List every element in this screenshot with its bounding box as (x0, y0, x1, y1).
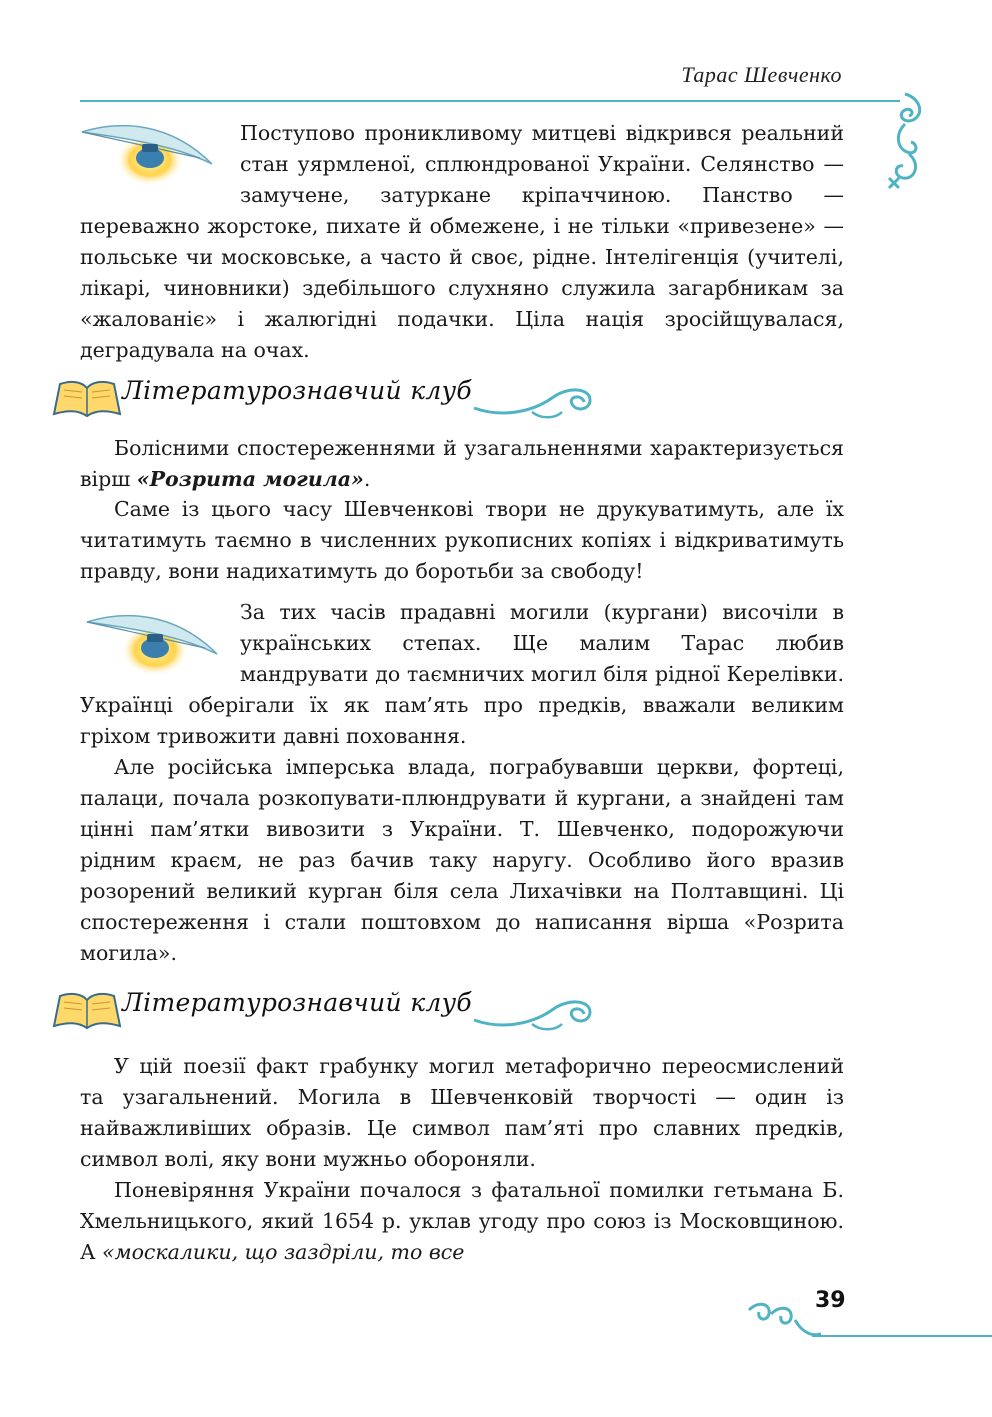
paragraph-2: Болісними спостереженнями й узагальненнями характеризується вірш «Розрита могила». (80, 436, 844, 491)
literary-club-heading-2 (52, 984, 572, 1044)
header-rule (80, 100, 900, 102)
open-book-icon (52, 988, 122, 1030)
paragraph-6: У цій поезії факт грабунку могил метафорично переосмислений та узагальнений. Могила в Шевченковій творчості — один із найважливіших образів. Це символ пам’яті про славних предків, символ волі, яку вони мужньо обороняли. (80, 1054, 844, 1171)
club-swirl-ornament (472, 984, 602, 1034)
paragraph-5: Але російська імперська влада, пограбувавши церкви, фортеці, палаци, почала розкопувати-плюндрувати й кургани, а знайдені там цінні пам’ятки вивозити з України. Т. Шевченко, подорожуючи рідним краєм, не раз бачив таку наругу. Особливо його вразив розорений великий курган біля села Лихачівки на Полтавщині. Ці спостереження і стали поштовхом до написання вірша «Розрита могила». (80, 755, 844, 965)
page-number: 39 (815, 1288, 846, 1313)
club-swirl-ornament (472, 372, 602, 422)
club-title: Літературознавчий клуб (122, 988, 472, 1017)
running-title: Тарас Шевченко (681, 62, 842, 87)
club-title: Літературознавчий клуб (122, 376, 472, 405)
paragraph-1: Поступово проникливому митцеві відкрився реальний стан уярмленої, сплюндрованої України. Селянство — замучене, затуркане кріпаччиною. Панство — переважно жорстоке, пихате й обмежене, і не тільки «привезене» — польське чи московське, а часто й своє, рідне. Інтелігенція (учителі, лікарі, чиновники) здебільшого слухняно служила загарбникам за «жалованіє» і жалюгідні подачки. Ціла нація зросійщувалася, деградувала на очах. (80, 121, 844, 362)
paragraph-4: За тих часів прадавні могили (кургани) височіли в українських степах. Ще малим Тарас любив мандрувати до таємничих могил біля рідної Керелівки. Українці оберігали їх як пам’ять про предків, вважали великим гріхом тривожити давні поховання. (80, 600, 844, 748)
quotation: «москалики, що заздріли, то все (102, 1240, 465, 1264)
paragraph-3: Саме із цього часу Шевченкові твори не друкуватимуть, але їх читатимуть таємно в численних рукописних копіях і відкриватимуть правду, вони надихатимуть до боротьби за свободу! (80, 497, 844, 583)
paragraph-7: Поневіряння України почалося з фатальної помилки гетьмана Б. Хмельницького, який 1654 р. уклав угоду про союз із Московщиною. А «москалики, що заздріли, то все (80, 1178, 844, 1264)
poem-title: «Розрита могила» (136, 467, 364, 491)
literary-club-heading-1 (52, 372, 572, 432)
open-book-icon (52, 376, 122, 418)
footer-rule (812, 1335, 992, 1337)
header-swirl-ornament (875, 92, 935, 202)
footer-swirl-ornament (745, 1290, 825, 1340)
